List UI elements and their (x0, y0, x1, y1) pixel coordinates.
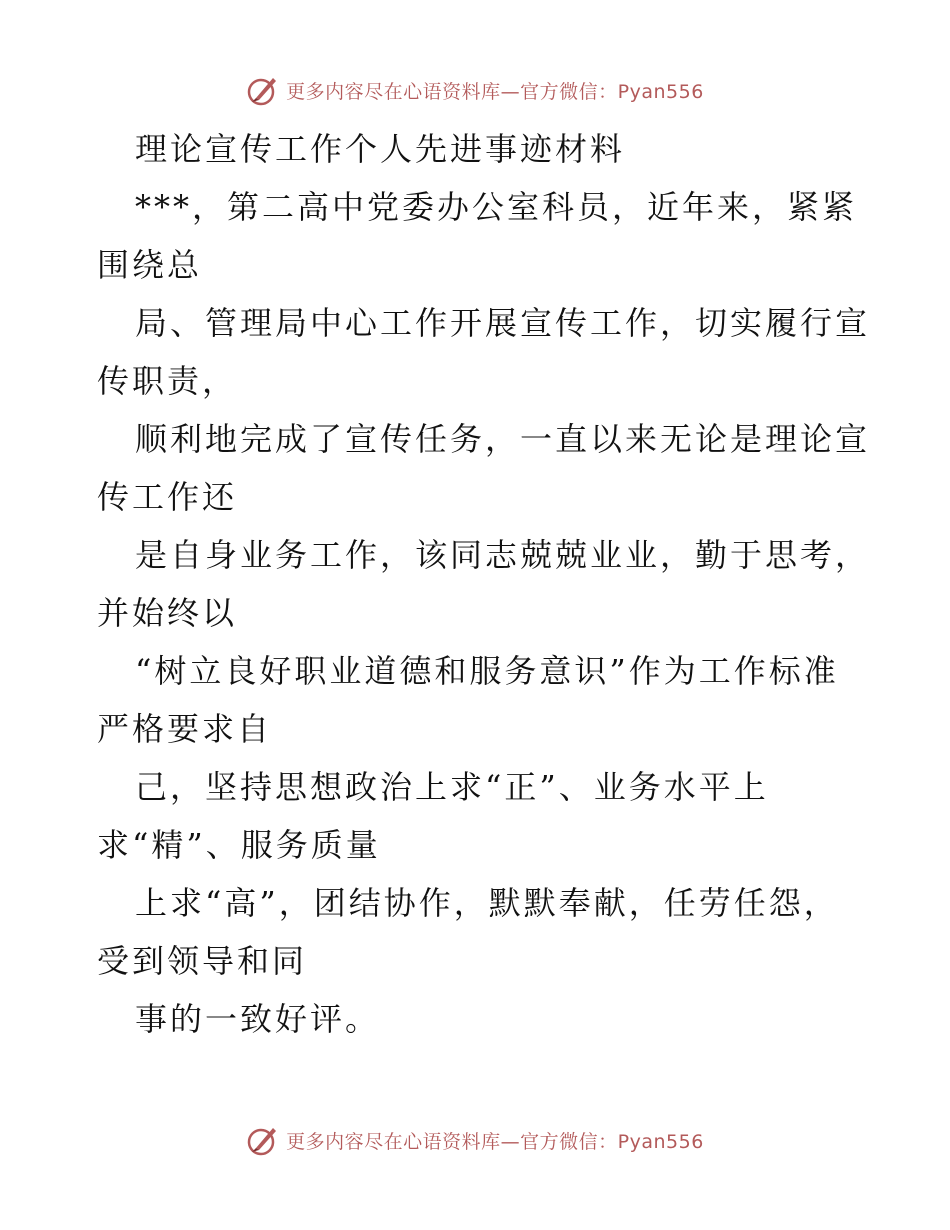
paragraph-line: 受到领导和同 (97, 942, 308, 980)
paragraph-line: 传职责， (97, 362, 238, 400)
footer-banner (0, 1120, 950, 1160)
paragraph-line: 上求“高”，团结协作，默默奉献，任劳任怨， (135, 884, 839, 922)
paragraph-line: 围绕总 (97, 246, 203, 284)
paragraph-line: 并始终以 (97, 594, 238, 632)
paragraph-line: 传工作还 (97, 478, 238, 516)
paragraph-line: “树立良好职业道德和服务意识”作为工作标准 (135, 652, 839, 690)
paragraph-line: 事的一致好评。 (135, 1000, 381, 1038)
paragraph-line: 是自身业务工作，该同志兢兢业业，勤于思考， (135, 536, 871, 574)
document-title: 理论宣传工作个人先进事迹材料 (135, 130, 626, 168)
paragraph-line: ***，第二高中党委办公室科员，近年来，紧紧 (135, 188, 858, 226)
paragraph-line: 顺利地完成了宣传任务，一直以来无论是理论宣 (135, 420, 871, 458)
paragraph-line: 求“精”、服务质量 (97, 826, 381, 864)
header-banner-text: 更多内容尽在心语资料库—官方微信：Pyan556 (286, 80, 704, 103)
paragraph-line: 己，坚持思想政治上求“正”、业务水平上 (135, 768, 769, 806)
paragraph-line: 严格要求自 (97, 710, 273, 748)
document-body (97, 120, 871, 1048)
paragraph-line: 局、管理局中心工作开展宣传工作，切实履行宣 (135, 304, 871, 342)
header-banner (0, 70, 950, 110)
footer-banner-text: 更多内容尽在心语资料库—官方微信：Pyan556 (286, 1130, 704, 1153)
quill-pen-logo-icon (246, 1123, 280, 1157)
quill-pen-logo-icon (246, 73, 280, 107)
